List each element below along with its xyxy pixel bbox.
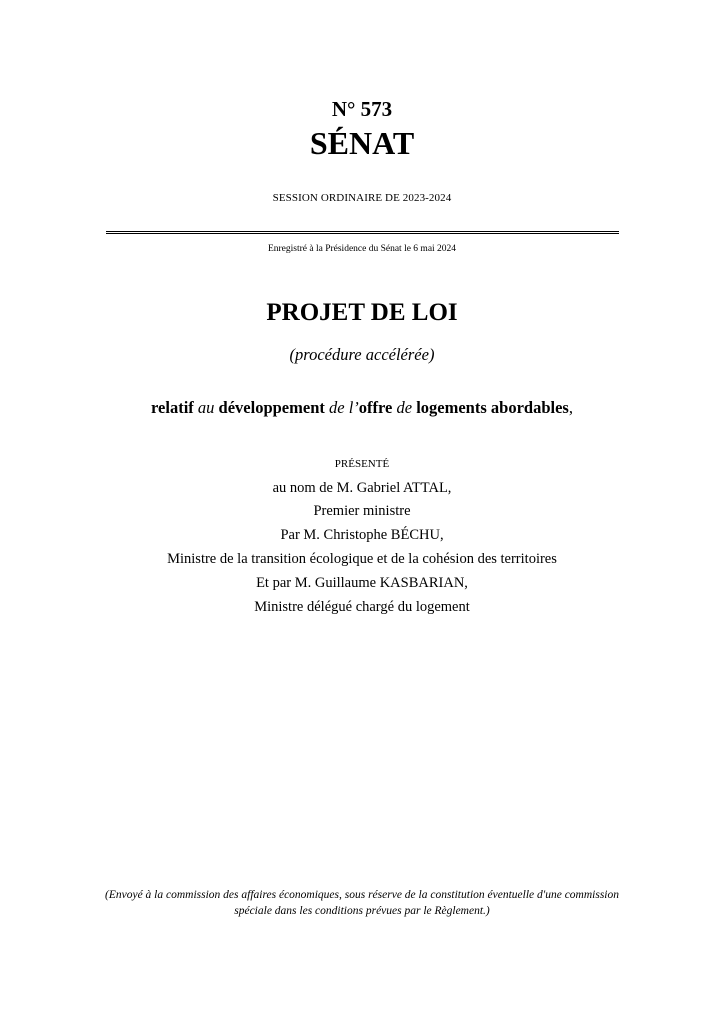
subject-word: développement: [218, 398, 325, 417]
bill-subject: [0, 397, 724, 419]
presenter-line: au nom de M. Gabriel ATTAL,: [272, 480, 452, 496]
session-label: SESSION ORDINAIRE DE 2023-2024: [272, 192, 452, 204]
bill-type-title: PROJET DE LOI: [266, 299, 458, 326]
procedure-label: (procédure accélérée): [289, 345, 435, 364]
referral-footnote: [60, 887, 664, 919]
presenter-line: Par M. Christophe BÉCHU,: [280, 527, 444, 543]
presenter-line: Premier ministre: [313, 503, 411, 519]
subject-word: ,: [568, 398, 573, 417]
subject-word: de: [396, 398, 413, 417]
presenter-line: Ministre de la transition écologique et de la cohésion des territoires: [167, 551, 557, 567]
subject-word: de l’: [329, 398, 359, 417]
footnote-line: spéciale dans les conditions prévues par le Règlement.): [234, 905, 490, 917]
presenter-line: Ministre délégué chargé du logement: [254, 599, 470, 615]
document-number: N° 573: [331, 97, 393, 121]
footnote-line: (Envoyé à la commission des affaires économiques, sous réserve de la constitution éventuelle d'une commission: [105, 889, 619, 901]
subject-word: offre: [358, 398, 393, 417]
presented-heading: PRÉSENTÉ: [334, 458, 390, 470]
registration-date: Enregistré à la Présidence du Sénat le 6 mai 2024: [267, 244, 457, 254]
subject-word: relatif: [151, 398, 194, 417]
chamber-title: SÉNAT: [309, 125, 415, 161]
subject-word: logements abordables: [416, 398, 569, 417]
subject-word: au: [197, 398, 215, 417]
double-rule-divider: [106, 231, 619, 234]
presenter-line: Et par M. Guillaume KASBARIAN,: [256, 575, 468, 591]
